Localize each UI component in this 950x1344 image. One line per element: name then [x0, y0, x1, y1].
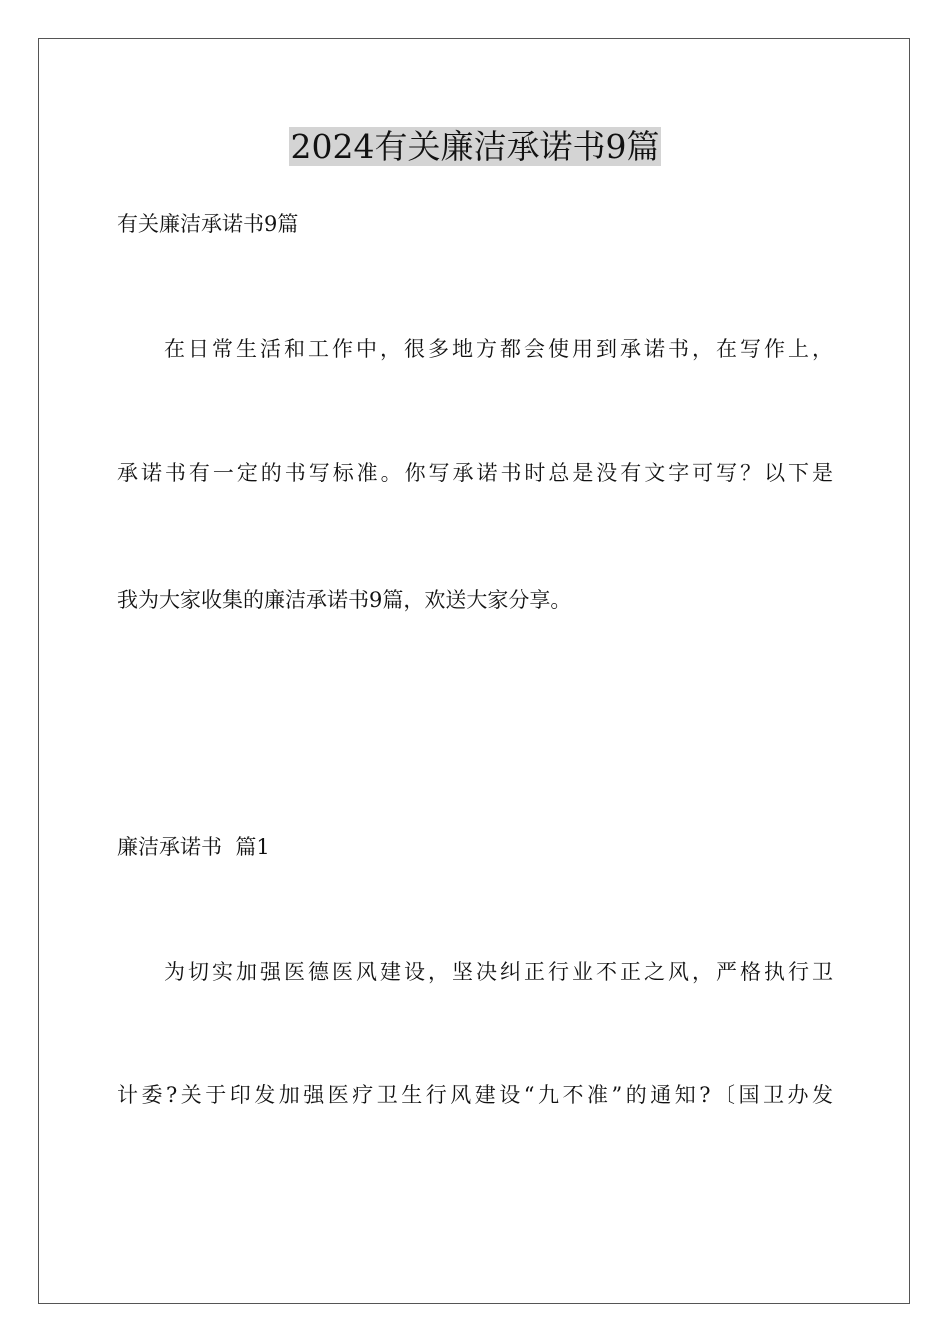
section-heading: 廉洁承诺书 篇1	[117, 835, 270, 859]
intro-line-1: 在日常生活和工作中，很多地方都会使用到承诺书，在写作上，	[164, 337, 833, 361]
section-line-2: 计委?关于印发加强医疗卫生行风建设“九不准”的通知?〔国卫办发	[117, 1083, 833, 1107]
intro-line-2: 承诺书有一定的书写标准。你写承诺书时总是没有文字可写？以下是	[117, 461, 833, 485]
title-text: 2024有关廉洁承诺书9篇	[290, 127, 660, 166]
section-line-1: 为切实加强医德医风建设，坚决纠正行业不正之风，严格执行卫	[164, 960, 833, 984]
intro-line-3: 我为大家收集的廉洁承诺书9篇，欢送大家分享。	[117, 588, 572, 612]
subtitle: 有关廉洁承诺书9篇	[117, 212, 299, 236]
document-title	[0, 124, 950, 170]
